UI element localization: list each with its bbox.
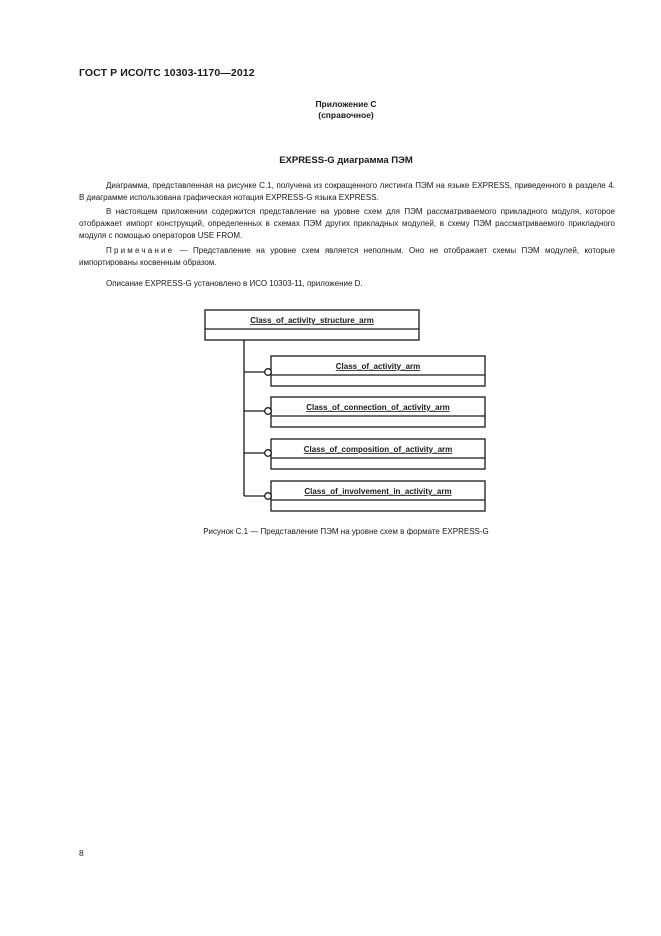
use-from-circle <box>265 369 272 376</box>
used-schema-box <box>271 397 485 427</box>
paragraph-2: В настоящем приложении содержится представление на уровне схем для ПЭМ рассматриваемого прикладного модуля, которое отображает импорт конструкций, определенных в схемах ПЭМ других прикладных модулей, в схему ПЭМ рассматриваемого прикладного модуля с помощью операторов USE FROM. <box>79 207 615 241</box>
paragraph-1: Диаграмма, представленная на рисунке С.1, получена из сокращенного листинга ПЭМ на языке EXPRESS, приведенного в разделе 4. В диаграмме использована графическая нотация EXPRESS-G языка EXPRESS. <box>79 181 615 203</box>
document-header: ГОСТ Р ИСО/ТС 10303-1170—2012 <box>79 67 255 79</box>
page-number: 8 <box>79 848 84 858</box>
note-text: — Представление на уровне схем является неполным. Оно не отображает схемы ПЭМ модулей, которые импортированы косвенным образом. <box>79 246 615 268</box>
use-from-circle <box>265 493 272 500</box>
used-schema-label: Class_of_activity_arm <box>335 362 421 371</box>
use-from-circle <box>265 408 272 415</box>
used-schema-label: Class_of_connection_of_activity_arm <box>306 403 450 412</box>
main-schema-box <box>205 310 419 340</box>
used-schema-label: Class_of_composition_of_activity_arm <box>303 445 453 454</box>
annex-title: Приложение С <box>315 99 377 109</box>
paragraph-3: Описание EXPRESS-G установлено в ИСО 10303-11, приложение D. <box>106 279 363 288</box>
annex-type: (справочное) <box>318 110 374 120</box>
section-title: EXPRESS-G диаграмма ПЭМ <box>279 155 413 166</box>
used-schema-label: Class_of_involvement_in_activity_arm <box>304 487 452 496</box>
used-schema-box <box>271 481 485 511</box>
used-schema-box <box>271 356 485 386</box>
note-label: Примечание <box>106 246 175 255</box>
figure-caption: Рисунок С.1 — Представление ПЭМ на уровне схем в формате EXPRESS-G <box>203 527 489 536</box>
used-schema-box <box>271 439 485 469</box>
main-schema-label: Class_of_activity_structure_arm <box>250 316 374 325</box>
use-from-circle <box>265 450 272 457</box>
